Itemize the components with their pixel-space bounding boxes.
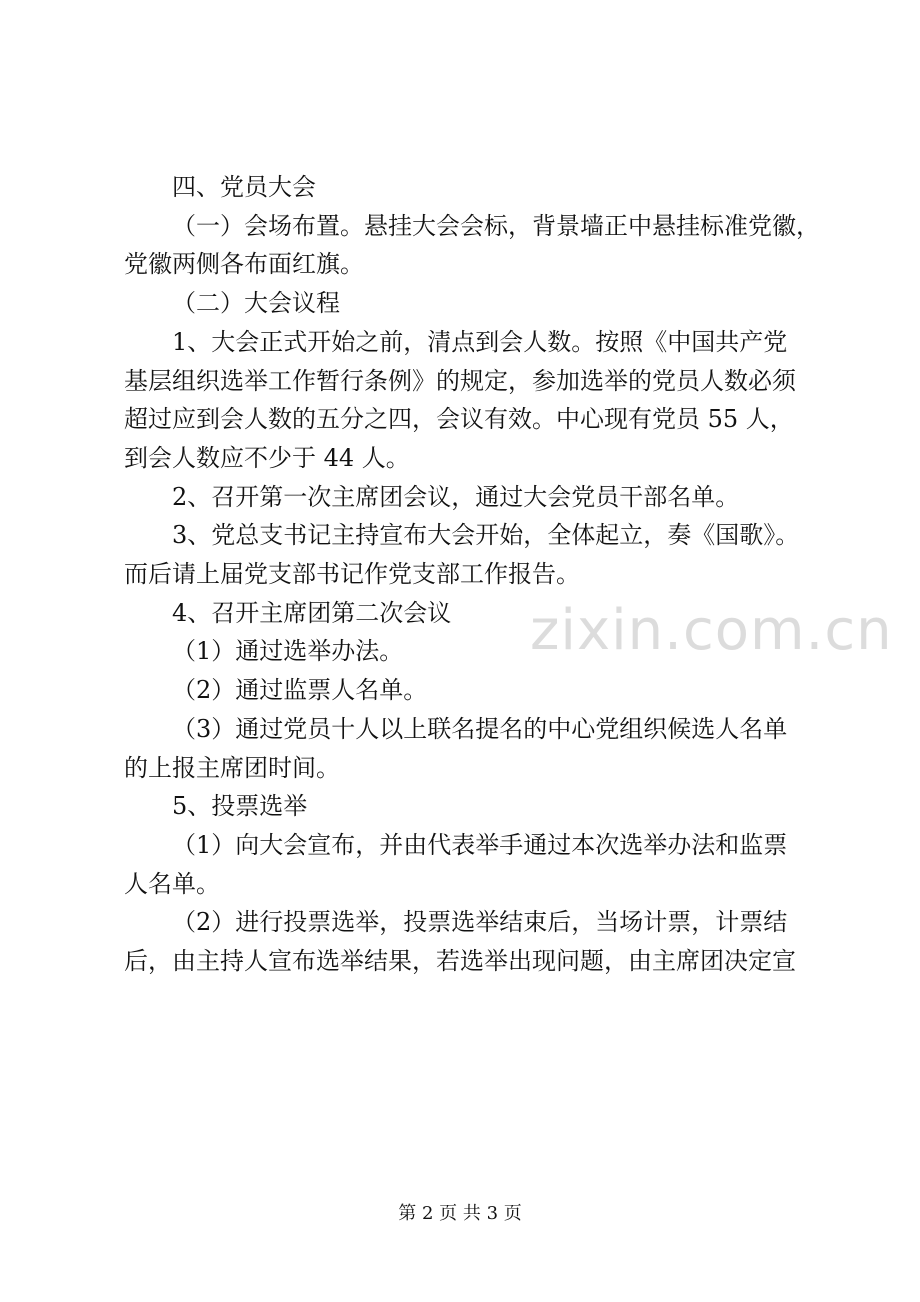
paragraph-line: 人名单。 <box>124 869 220 898</box>
paragraph-line: 2、召开第一次主席团会议，通过大会党员干部名单。 <box>172 482 740 511</box>
list-item: （3）通过党员十人以上联名提名的中心党组织候选人名单 <box>172 714 788 743</box>
paragraph-line: 4、召开主席团第二次会议 <box>172 598 452 627</box>
list-item: （2）通过监票人名单。 <box>172 676 428 705</box>
list-item: （1）向大会宣布，并由代表举手通过本次选举办法和监票 <box>172 830 788 859</box>
subsection-heading: （二）大会议程 <box>172 289 340 318</box>
paragraph-line: 3、党总支书记主持宣布大会开始，全体起立，奏《国歌》。 <box>172 521 800 550</box>
section-heading: 四、党员大会 <box>172 173 316 201</box>
paragraph-line: 基层组织选举工作暂行条例》的规定，参加选举的党员人数必须 <box>124 366 796 395</box>
list-item: （2）进行投票选举，投票选举结束后，当场计票，计票结 <box>172 908 788 937</box>
list-item: （1）通过选举办法。 <box>172 637 404 666</box>
paragraph-line: 超过应到会人数的五分之四，会议有效。中心现有党员 55 人， <box>124 405 794 434</box>
paragraph-line: 的上报主席团时间。 <box>124 753 340 782</box>
paragraph-line: 5、投票选举 <box>172 792 308 821</box>
paragraph-line: 党徽两侧各布面红旗。 <box>124 250 364 279</box>
document-body <box>124 168 824 981</box>
paragraph-line: 后，由主持人宣布选举结果，若选举出现问题，由主席团决定宣 <box>124 947 796 976</box>
paragraph-line: 而后请上届党支部书记作党支部工作报告。 <box>124 560 580 589</box>
watermark-text: zixin.com.cn <box>530 598 893 663</box>
paragraph-line: 1、大会正式开始之前，清点到会人数。按照《中国共产党 <box>172 327 788 356</box>
paragraph-line: 到会人数应不少于 44 人。 <box>124 443 410 472</box>
paragraph-line: （一）会场布置。悬挂大会会标，背景墙正中悬挂标准党徽， <box>172 211 820 240</box>
page-footer: 第 2 页 共 3 页 <box>398 1203 522 1224</box>
